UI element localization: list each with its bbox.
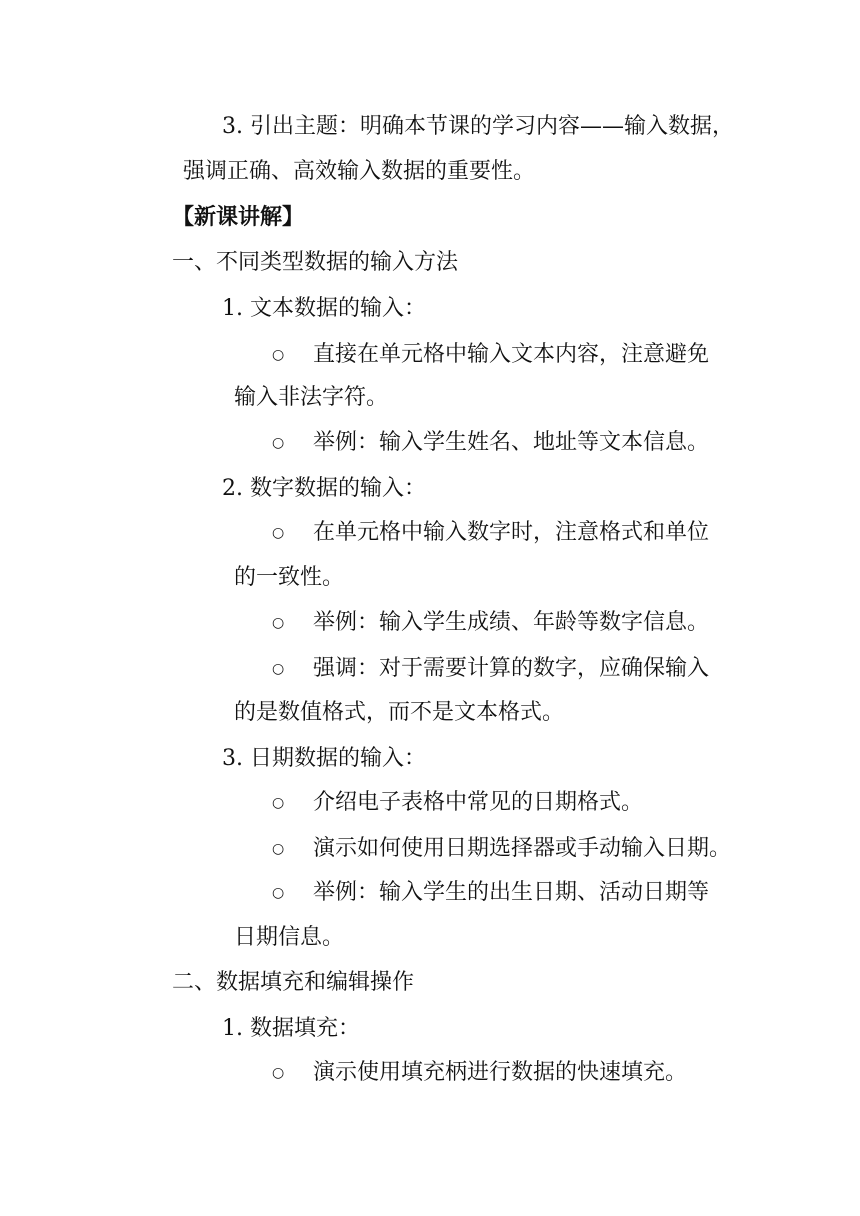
number-b1-line1: 在单元格中输入数字时，注意格式和单位 (313, 520, 710, 545)
fill-b1: 演示使用填充柄进行数据的快速填充。 (313, 1060, 688, 1085)
date-b2: 演示如何使用日期选择器或手动输入日期。 (313, 836, 732, 861)
part2-heading: 二、数据填充和编辑操作 (172, 970, 415, 995)
date-b3-line1: 举例：输入学生的出生日期、活动日期等 (313, 880, 710, 905)
date-b3-line2: 日期信息。 (234, 925, 345, 950)
bullet-marker (272, 608, 284, 638)
circle-bullet-icon: ○ (272, 841, 285, 857)
number-b2: 举例：输入学生成绩、年龄等数字信息。 (313, 610, 710, 635)
bullet-marker (272, 834, 284, 864)
bullet-marker (272, 428, 284, 458)
text-b1-line1: 直接在单元格中输入文本内容，注意避免 (313, 342, 710, 367)
text-b2: 举例：输入学生姓名、地址等文本信息。 (313, 430, 710, 455)
circle-bullet-icon: ○ (272, 435, 285, 451)
date-input-label: 3. 日期数据的输入： (222, 746, 426, 771)
bullet-marker (272, 654, 284, 684)
circle-bullet-icon: ○ (272, 615, 285, 631)
fill-label: 1. 数据填充： (222, 1016, 360, 1041)
circle-bullet-icon: ○ (272, 795, 285, 811)
number-input-label: 2. 数字数据的输入： (222, 476, 426, 501)
circle-bullet-icon: ○ (272, 347, 285, 363)
number-b3-line2: 的是数值格式，而不是文本格式。 (234, 700, 565, 725)
circle-bullet-icon: ○ (272, 1065, 285, 1081)
bullet-marker (272, 518, 284, 548)
bullet-marker (272, 878, 284, 908)
bullet-marker (272, 1058, 284, 1088)
text-b1-line2: 输入非法字符。 (234, 385, 389, 410)
circle-bullet-icon: ○ (272, 885, 285, 901)
circle-bullet-icon: ○ (272, 661, 285, 677)
bullet-marker (272, 788, 284, 818)
bullet-marker (272, 340, 284, 370)
intro-item3-line2: 强调正确、高效输入数据的重要性。 (183, 159, 536, 184)
circle-bullet-icon: ○ (272, 525, 285, 541)
date-b1: 介绍电子表格中常见的日期格式。 (313, 790, 644, 815)
text-input-label: 1. 文本数据的输入： (222, 296, 426, 321)
part1-heading: 一、不同类型数据的输入方法 (172, 250, 459, 275)
number-b1-line2: 的一致性。 (234, 565, 345, 590)
intro-item3-line1: 3. 引出主题：明确本节课的学习内容——输入数据， (222, 114, 734, 139)
section-title: 【新课讲解】 (172, 204, 305, 230)
number-b3-line1: 强调：对于需要计算的数字，应确保输入 (313, 656, 710, 681)
